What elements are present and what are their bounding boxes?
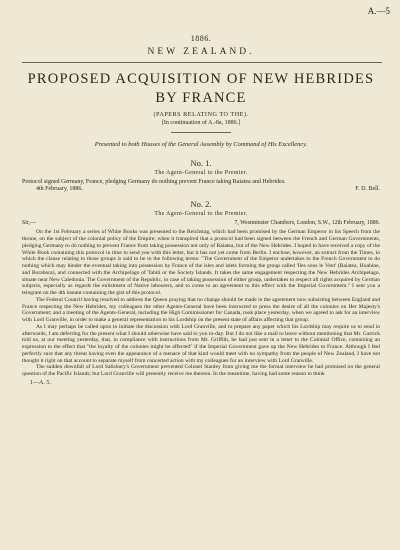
doc1-text: Protocol signed Germany, France, pledging Germany do nothing prevent France taking Raiatea and Hebrides.	[22, 179, 286, 185]
page-reference: A.—5	[367, 6, 390, 16]
doc1-number: No. 1.	[190, 158, 212, 168]
doc2-number: No. 2.	[190, 199, 212, 210]
doc1-date: 4th February, 1886.	[36, 186, 83, 193]
doc2-salutation: Sir,—	[22, 220, 36, 227]
document-title-line2: BY FRANCE	[155, 90, 247, 106]
page-footer: 1—A. 5.	[30, 379, 51, 386]
document-year: 1886.	[190, 34, 212, 43]
document-country: NEW ZEALAND.	[147, 47, 255, 57]
doc1-sign-row	[22, 186, 380, 193]
doc2-address-row	[22, 220, 380, 226]
doc2-body	[22, 229, 380, 378]
doc1-heading: The Agent-General to the Premier.	[154, 170, 248, 176]
doc2-paragraph: The sudden downfall of Lord Salisbury's Government prevented Colonel Stanley from giving me the formal interview he had promised on the general question of the Pacific Islands; but Lord Granville will presently receive me thereon. In the meantime, having had some reason to think	[22, 364, 380, 378]
doc2-paragraph: As I may perhaps be called upon to initiate the discussion with Lord Granville, and to prepare any paper which his Lordship may require us to send in afterwards, I am deferring for the present what I should otherwise have said to you to-day. But I do not like a mail to leave without mentioning that Mr. Garrick told us, at our meeting yesterday, that, in compliance with instructions from Mr. Griffith, he had just sent in a letter to the Colonial Office, containing an expression to the effect that "the loyalty of the colonies might be affected" if the Imperial Government gave up the New Hebrides to France. Although I feel perfectly sure that any threat having even the appearance of a menace of that kind would meet with no sympathy from the people of New Zealand, I have not thought it right on that account to separate myself from concerted action with my colleagues for an interview with Lord Granville.	[22, 323, 380, 364]
doc2-address: 7, Westminster Chambers, London, S.W., 12th February, 1886.	[234, 220, 380, 227]
doc2-paragraph: The Federal Council having resolved to address the Queen praying that no change should be made in the agreement now subsisting between England and France respecting the New Hebrides, my colleagues the other Agents-General have been instructed to press the desire of all the colonies on Her Majesty's Government; and a meeting of the Agents-General, including the High Commissioner for Canada, took place yesterday, when we agreed to ask for an interview with Lord Granville, in order to make a general representation to his Lordship on the present state of affairs affecting that group.	[22, 296, 380, 324]
title-rule	[171, 132, 231, 133]
doc1-signature: F. D. Bell.	[355, 186, 380, 193]
presented-notice: Presented to both Houses of the General Assembly by Command of His Excellency.	[94, 141, 308, 148]
doc2-heading: The Agent-General to the Premier.	[154, 211, 248, 218]
document-subtitle: (PAPERS RELATING TO THE).	[153, 111, 249, 118]
header-rule	[22, 62, 382, 63]
doc2-paragraph: On the 1st February a series of White Books was presented to the Reichstag, which had been promised by the German Emperor in his Speech from the throne, on the subject of the colonial policy of the Empire; when it transpired that a protocol had been signed between the French and German Governments, pledging Germany to do nothing to prevent France from taking possession not only of Raiatea, but of the New Hebrides. I hoped to have received a copy of the White Book containing this protocol in time to send you with this letter, but it has not yet come from Berlin. I enclose, however, an extract from the Times, in which the clause relating to those groups is said to be in the following terms: "The Government of the Emperor undertakes to the French Government to do nothing which may hinder the eventual taking into possession by France of the isles and islets forming the group called 'Iles sous le Vent' (Raiatea, Huahine, and Borabora), and connected with the Archipelago of Tahiti or the Society Islands. It takes the same engagement respecting the New Hebrides Archipelago, situate near New Caledonia. The Government of the Republic, in case of taking possession of either group, undertakes to respect all rights acquired by German subjects, especially as regards the enlistment of Native labourers, and to come to an agreement to this effect with the Imperial Government." I sent you a telegram on the 4th instant containing the gist of this protocol.	[22, 229, 380, 297]
document-title-line1: PROPOSED ACQUISITION OF NEW HEBRIDES	[27, 71, 375, 87]
continuation-note: [In continuation of A.-8a, 1886.]	[161, 120, 241, 126]
